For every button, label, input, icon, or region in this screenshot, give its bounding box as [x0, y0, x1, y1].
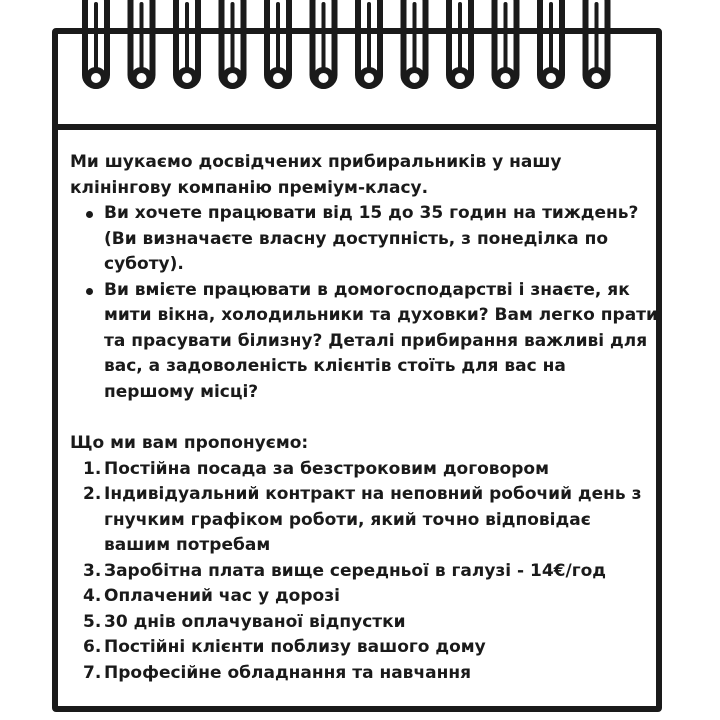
offer-heading: Що ми вам пропонуємо:: [70, 433, 309, 453]
list-item: Ви хочете працювати від 15 до 35 годин на тиждень? (Ви визначаєте власну доступність, з понеділка по суботу).: [70, 201, 660, 278]
list-number: 3.: [83, 560, 102, 581]
list-item-text: 30 днів оплачуваної відпустки: [104, 611, 406, 632]
list-item-text: Заробітна плата вище середньої в галузі - 14€/год: [104, 560, 607, 581]
list-item-text: Постійна посада за безстроковим договором: [104, 458, 549, 479]
list-item-text: Індивідуальний контракт на неповний робочий день з гнучким графіком роботи, який точно відповідає вашим потребам: [104, 484, 642, 555]
list-number: 7.: [83, 662, 102, 683]
list-item: [70, 661, 660, 687]
requirements-list: [70, 201, 660, 405]
offers-list: [70, 457, 660, 687]
list-item-text: Оплачений час у дорозі: [104, 586, 340, 606]
list-item: [70, 457, 660, 483]
list-item: [70, 482, 660, 559]
list-number: 4.: [83, 586, 102, 606]
list-number: 2.: [83, 484, 102, 504]
list-item: Ви вмієте працювати в домогосподарстві і знаєте, як мити вікна, холодильники та духовки? Вам легко прати та прасувати білизну? Деталі прибирання важливі для вас, а задоволеність клієнтів стоїть для вас на першому місці?: [70, 278, 660, 406]
list-number: 5.: [83, 611, 102, 632]
list-item: [70, 610, 660, 636]
intro-text: Ми шукаємо досвідчених прибиральників у нашу клінінгову компанію преміум-класу.: [70, 152, 562, 198]
list-item: [70, 584, 660, 610]
list-item: [70, 559, 660, 585]
list-item-text: Професійне обладнання та навчання: [104, 662, 471, 683]
list-number: 6.: [83, 637, 102, 657]
list-number: 1.: [83, 458, 102, 479]
notepad-content: [70, 150, 660, 686]
list-item-text: Постійні клієнти поблизу вашого дому: [104, 637, 486, 657]
notepad-header-strip: [58, 34, 656, 130]
list-item: [70, 635, 660, 661]
